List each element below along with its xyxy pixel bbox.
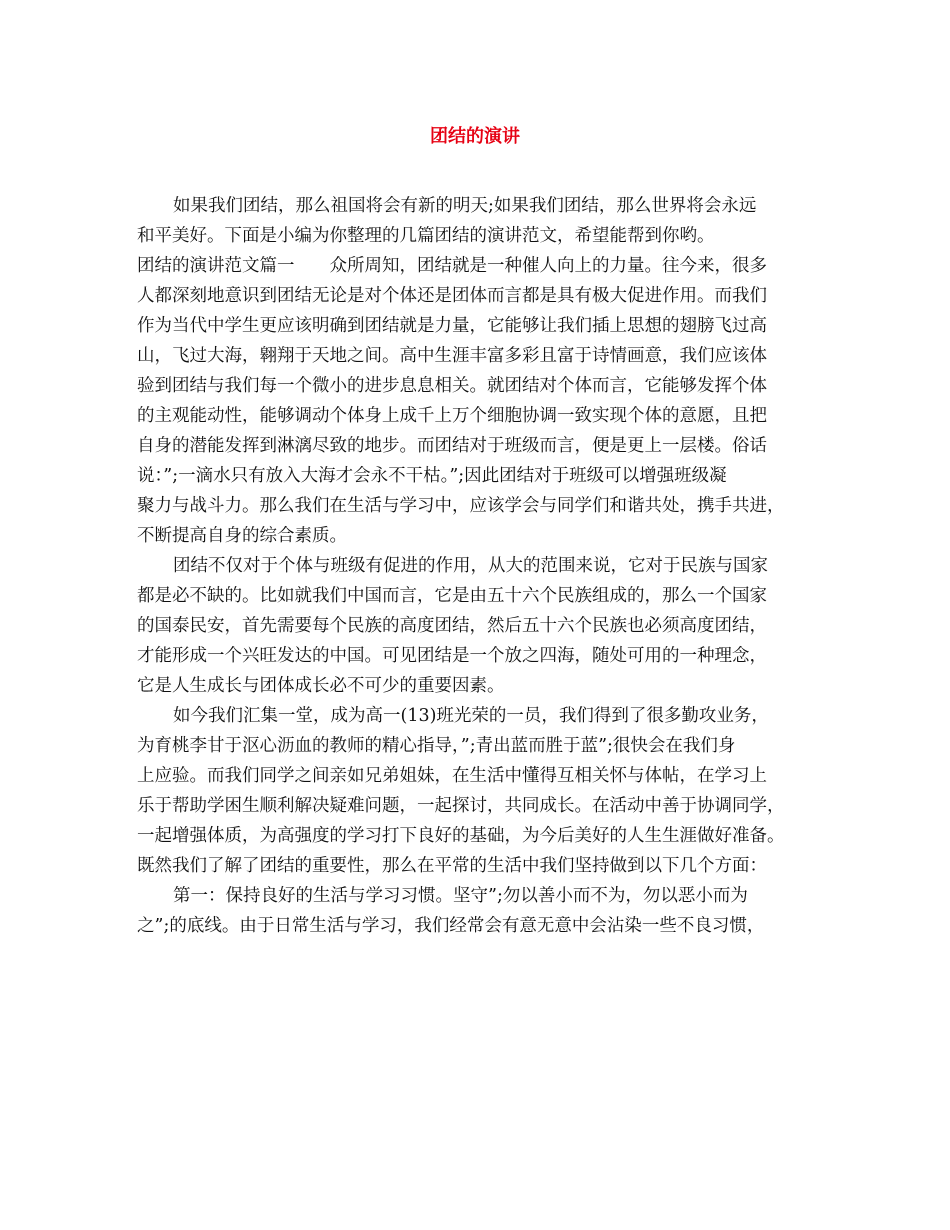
- text-line: 都是必不缺的。比如就我们中国而言，它是由五十六个民族组成的，那么一个国家: [137, 586, 767, 606]
- text-line: 的国泰民安，首先需要每个民族的高度团结，然后五十六个民族也必须高度团结，: [137, 616, 767, 636]
- text-line: 如今我们汇集一堂，成为高一(13)班光荣的一员，我们得到了很多勤攻业务，: [173, 706, 769, 726]
- text-line: 第一：保持良好的生活与学习习惯。坚守”;勿以善小而不为，勿以恶小而为: [173, 886, 748, 906]
- text-line: 之”;的底线。由于日常生活与学习，我们经常会有意无意中会沾染一些不良习惯，: [137, 916, 765, 936]
- text-line: 自身的潜能发挥到淋漓尽致的地步。而团结对于班级而言，便是更上一层楼。俗话: [137, 436, 767, 456]
- text-line: 和平美好。下面是小编为你整理的几篇团结的演讲范文，希望能帮到你哟。: [137, 226, 715, 246]
- text-line: 聚力与战斗力。那么我们在生活与学习中，应该学会与同学们和谐共处，携手共进，: [137, 496, 785, 516]
- text-line: 既然我们了解了团结的重要性，那么在平常的生活中我们坚持做到以下几个方面：: [137, 856, 767, 876]
- text-line: 如果我们团结，那么祖国将会有新的明天;如果我们团结，那么世界将会永远: [173, 196, 757, 216]
- text-line: 人都深刻地意识到团结无论是对个体还是团体而言都是具有极大促进作用。而我们: [137, 286, 767, 306]
- text-line: 团结的演讲范文篇一 众所周知，团结就是一种催人向上的力量。往今来，很多: [137, 256, 767, 276]
- text-line: 的主观能动性，能够调动个体身上成千上万个细胞协调一致实现个体的意愿，且把: [137, 406, 767, 426]
- text-line: 说：”;一滴水只有放入大海才会永不干枯。”;因此团结对于班级可以增强班级凝: [137, 466, 727, 486]
- text-line: 一起增强体质，为高强度的学习打下良好的基础，为今后美好的人生生涯做好准备。: [137, 826, 785, 846]
- document-body: [137, 191, 827, 941]
- text-line: 乐于帮助学困生顺利解决疑难问题，一起探讨，共同成长。在活动中善于协调同学，: [137, 796, 785, 816]
- text-line: 才能形成一个兴旺发达的中国。可见团结是一个放之四海，随处可用的一种理念，: [137, 646, 767, 666]
- document-title: 团结的演讲: [430, 126, 520, 147]
- text-line: 不断提高自身的综合素质。: [137, 526, 347, 546]
- text-line: 山，飞过大海，翱翔于天地之间。高中生涯丰富多彩且富于诗情画意，我们应该体: [137, 346, 767, 366]
- text-line: 为育桃李甘于沤心沥血的教师的精心指导，”;青出蓝而胜于蓝”;很快会在我们身: [137, 736, 736, 756]
- text-line: 它是人生成长与团体成长必不可少的重要因素。: [137, 676, 505, 696]
- text-line: 作为当代中学生更应该明确到团结就是力量，它能够让我们插上思想的翅膀飞过高: [137, 316, 767, 336]
- text-line: 上应验。而我们同学之间亲如兄弟姐妹，在生活中懂得互相关怀与体帖，在学习上: [137, 766, 767, 786]
- text-line: 团结不仅对于个体与班级有促进的作用，从大的范围来说，它对于民族与国家: [173, 556, 768, 576]
- text-line: 验到团结与我们每一个微小的进步息息相关。就团结对个体而言，它能够发挥个体: [137, 376, 767, 396]
